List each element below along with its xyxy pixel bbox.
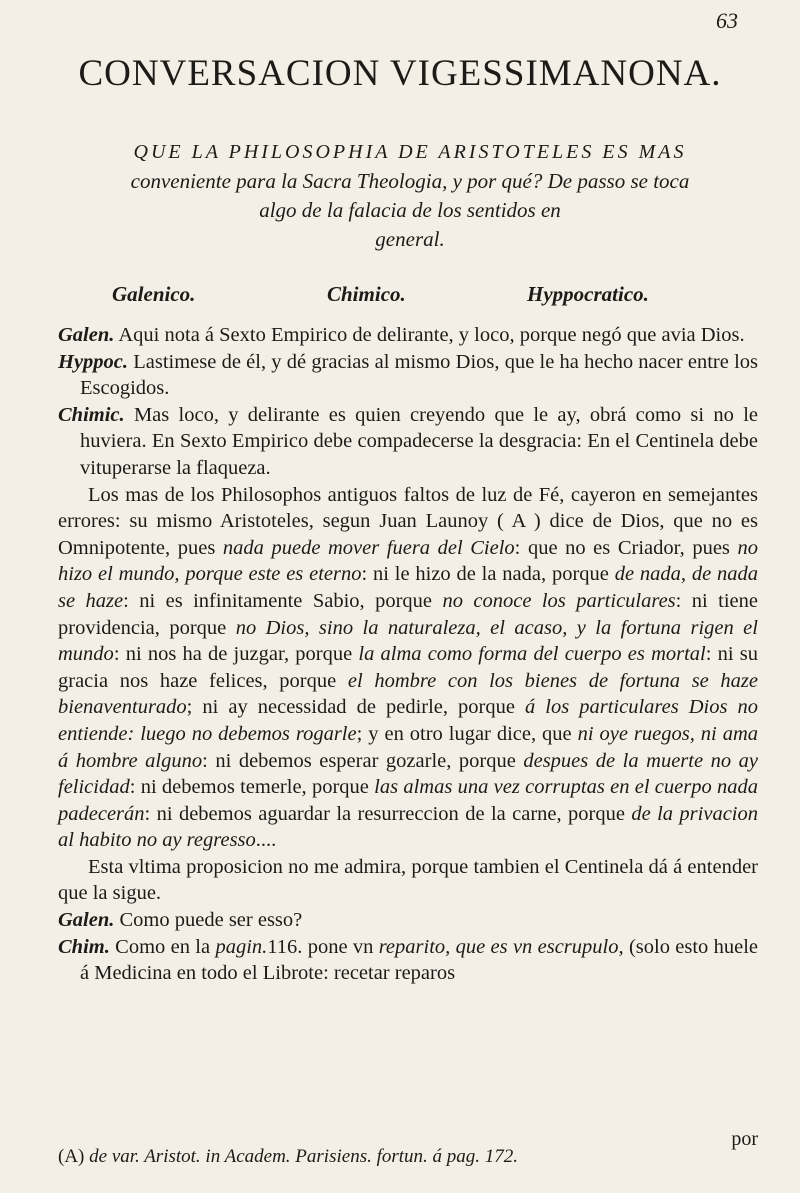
quoted-text: de nada, de nada se haze (58, 563, 758, 612)
chapter-title-line: algo de la falacia de los sentidos en (259, 198, 561, 222)
quoted-text: la alma como forma del cuerpo es mortal (358, 643, 706, 666)
chapter-title (70, 138, 750, 254)
quoted-text: el hombre con los bienes de fortuna se haze bienaventurado (58, 669, 759, 719)
paragraph-text: Esta vltima proposicion no me admira, porque tambien el Centinela dá á entender que la sigue. (58, 855, 758, 905)
speaker-list (0, 282, 800, 312)
text-run: : ni debemos temerle, porque (129, 776, 375, 799)
quoted-text: despues de la muerte no ay felicidad (58, 749, 758, 799)
quoted-text: las almas una vez corruptas en el cuerpo nada padecerán (58, 776, 759, 825)
text-run: .... (255, 829, 277, 852)
quoted-text: reparito, que es vn escrupulo, (378, 935, 624, 958)
speaker-abbrev: Chimic. (58, 403, 125, 426)
text-run: 116. pone vn (267, 935, 379, 958)
text-run: Como en la (109, 935, 216, 958)
footnote-text: de var. Aristot. in Academ. Parisiens. fortun. á pag. 172. (84, 1146, 519, 1167)
quoted-text: á los particulares Dios no entiende: luego no debemos rogarle (58, 696, 759, 745)
speaker-chimico: Chimico. (327, 282, 406, 306)
text-run: ; ni ay necessidad de pedirle, porque (186, 696, 526, 719)
page-number: 63 (716, 8, 738, 33)
text-run: : ni tiene providencia, porque (58, 589, 758, 639)
dialogue-paragraph (58, 854, 758, 907)
paragraph-text: Como puede ser esso? (114, 909, 303, 932)
quoted-text: nada puede mover fuera del Cielo (222, 536, 515, 559)
text-run: ; y en otro lugar dice, que (356, 722, 578, 745)
quoted-text: ni oye ruegos, ni ama á hombre alguno (58, 722, 759, 772)
chapter-title-line: general. (375, 227, 445, 251)
speaker-abbrev: Chim. (58, 935, 110, 958)
dialogue-text (58, 322, 758, 987)
speaker-galenico: Galenico. (112, 282, 196, 306)
quoted-text: de la privacion al habito no ay regresso (58, 802, 758, 852)
text-run: : que no es Criador, pues (514, 536, 738, 559)
dialogue-paragraph (58, 322, 758, 349)
text-run: : ni su gracia nos haze felices, porque (58, 643, 758, 692)
speaker-abbrev: Galen. (58, 324, 115, 346)
dialogue-paragraph (58, 402, 758, 482)
chapter-title-line: conveniente para la Sacra Theologia, y por qué? De passo se toca (130, 169, 690, 193)
running-head: CONVERSACION VIGESSIMANONA. (78, 53, 722, 94)
dialogue-paragraph (58, 934, 758, 987)
speaker-hyppocratico: Hyppocratico. (527, 282, 649, 306)
footnote (58, 1146, 758, 1168)
dialogue-paragraph (58, 482, 758, 854)
text-run: : ni nos ha de juzgar, porque (113, 643, 359, 666)
quoted-text: no hizo el mundo, porque este es eterno (58, 536, 758, 586)
text-run: : ni debemos aguardar la resurreccion de la carne, porque (144, 802, 632, 825)
quoted-text: no conoce los particulares (442, 589, 676, 612)
footnote-mark: (A) (58, 1146, 85, 1167)
text-run: : ni le hizo de la nada, porque (361, 563, 615, 586)
quoted-text: pagin. (215, 935, 268, 958)
speaker-abbrev: Galen. (58, 909, 115, 932)
dialogue-paragraph (58, 349, 758, 402)
speaker-abbrev: Hyppoc. (58, 350, 129, 373)
quoted-text: no Dios, sino la naturaleza, el acaso, y la fortuna rigen el mundo (58, 616, 758, 666)
catchword: por (731, 1128, 758, 1150)
dialogue-paragraph (58, 907, 758, 934)
text-run: Los mas de los Philosophos antiguos faltos de luz de Fé, cayeron en semejantes errores: su mismo Aristoteles, segun Juan Launoy ( A ) dice de Dios, que no es Omnipotente, pues (58, 483, 758, 559)
text-run: : ni debemos esperar gozarle, porque (202, 749, 524, 772)
paragraph-text: Aqui nota á Sexto Empirico de delirante, y loco, porque negó que avia Dios. (114, 324, 745, 346)
text-run: : ni es infinitamente Sabio, porque (123, 589, 443, 612)
paragraph-text: Mas loco, y delirante es quien creyendo que le ay, obrá como si no le huviera. En Sexto Empirico debe compadecerse la desgracia: En el Centinela debe vituperarse la flaqueza. (80, 403, 758, 479)
chapter-title-line: QUE LA PHILOSOPHIA DE ARISTOTELES ES MAS (133, 141, 687, 163)
paragraph-text: Lastimese de él, y dé gracias al mismo Dios, que le ha hecho nacer entre los Escogidos. (80, 350, 758, 400)
text-run: (solo esto huele á Medicina en todo el Librote: recetar reparos (80, 935, 759, 985)
